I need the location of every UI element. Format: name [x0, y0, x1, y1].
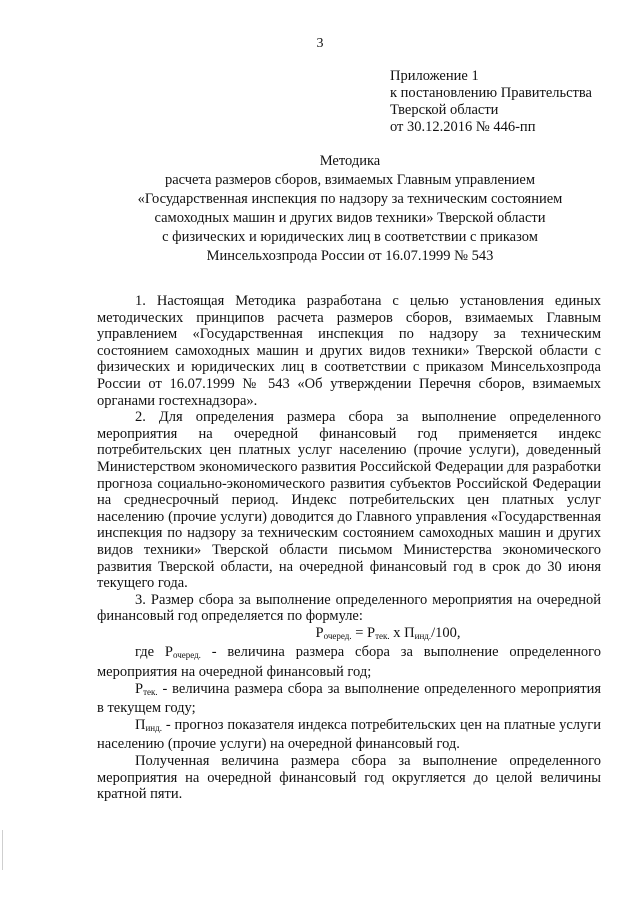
title-line: расчета размеров сборов, взимаемых Главным управлением — [164, 172, 536, 188]
title-line: Методика — [319, 153, 381, 169]
title-line: с физических и юридических лиц в соответствии с приказом — [162, 229, 538, 245]
paragraph-4: Полученная величина размера сбора за выполнение определенного мероприятия на очередной финансовый год округляется до целой величины кратной пяти. — [97, 753, 601, 803]
document-title — [90, 152, 610, 266]
paragraph-2: 2. Для определения размера сбора за выполнение определенного мероприятия на очередной финансовый год применяется индекс потребительских цен платных услуг населению (прочие услуги), доведенный Министерством экономического развития Российской Федерации для разработки прогноза социально-экономического развития субъектов Российской Федерации на среднесрочный период. Индекс потребительских цен платных услуг населению (прочие услуги) доводится до Главного управления «Государственная инспекция по надзору за техническим состоянием самоходных машин и других видов техники» Тверской области письмом Министерства экономического развития Тверской области, на очередной финансовый год в срок до 30 июня текущего года. — [97, 409, 601, 592]
definition-p-current: $P_{тек.}$ - величина размера сбора за выполнение определенного мероприятия в текущем году; — [97, 680, 601, 717]
title-line: самоходных машин и других видов техники» Тверской области — [154, 210, 546, 226]
appendix-line: Тверской области — [390, 102, 499, 118]
definition-index: $П_{инд.}$ - прогноз показателя индекса потребительских цен на платные услуги населению (прочие услуги) на очередной финансовый год. — [97, 716, 601, 753]
scan-edge-mark — [2, 830, 3, 870]
title-line: «Государственная инспекция по надзору за техническим состоянием — [137, 191, 563, 207]
appendix-line: от 30.12.2016 № 446-пп — [390, 119, 536, 135]
appendix-line: Приложение 1 — [390, 68, 479, 84]
title-line: Минсельхозпрода России от 16.07.1999 № 543 — [206, 248, 494, 264]
paragraph-3: 3. Размер сбора за выполнение определенного мероприятия на очередной финансовый год определяется по формуле: — [97, 591, 601, 625]
formula: $P_{очеред.} = P_{тек.}$ x $П_{инд.}/100$, — [315, 624, 461, 641]
document-body — [97, 293, 601, 803]
appendix-line: к постановлению Правительства — [390, 85, 592, 101]
paragraph-1: 1. Настоящая Методика разработана с целью установления единых методических принципов расчета размеров сборов, взимаемых Главным управлением «Государственная инспекция по надзору за техническим состоянием самоходных машин и других видов техники» Тверской области с физических и юридических лиц в соответствии с приказом Минсельхозпрода России от 16.07.1999 № 543 «Об утверждении Перечня сборов, взимаемых органами гостехнадзора». — [97, 293, 601, 409]
page-number: 3 — [316, 36, 324, 51]
appendix-header — [390, 68, 592, 136]
definition-p-next: где $P_{очеред.}$ - величина размера сбора за выполнение определенного мероприятия на очередной финансовый год; — [97, 644, 601, 681]
